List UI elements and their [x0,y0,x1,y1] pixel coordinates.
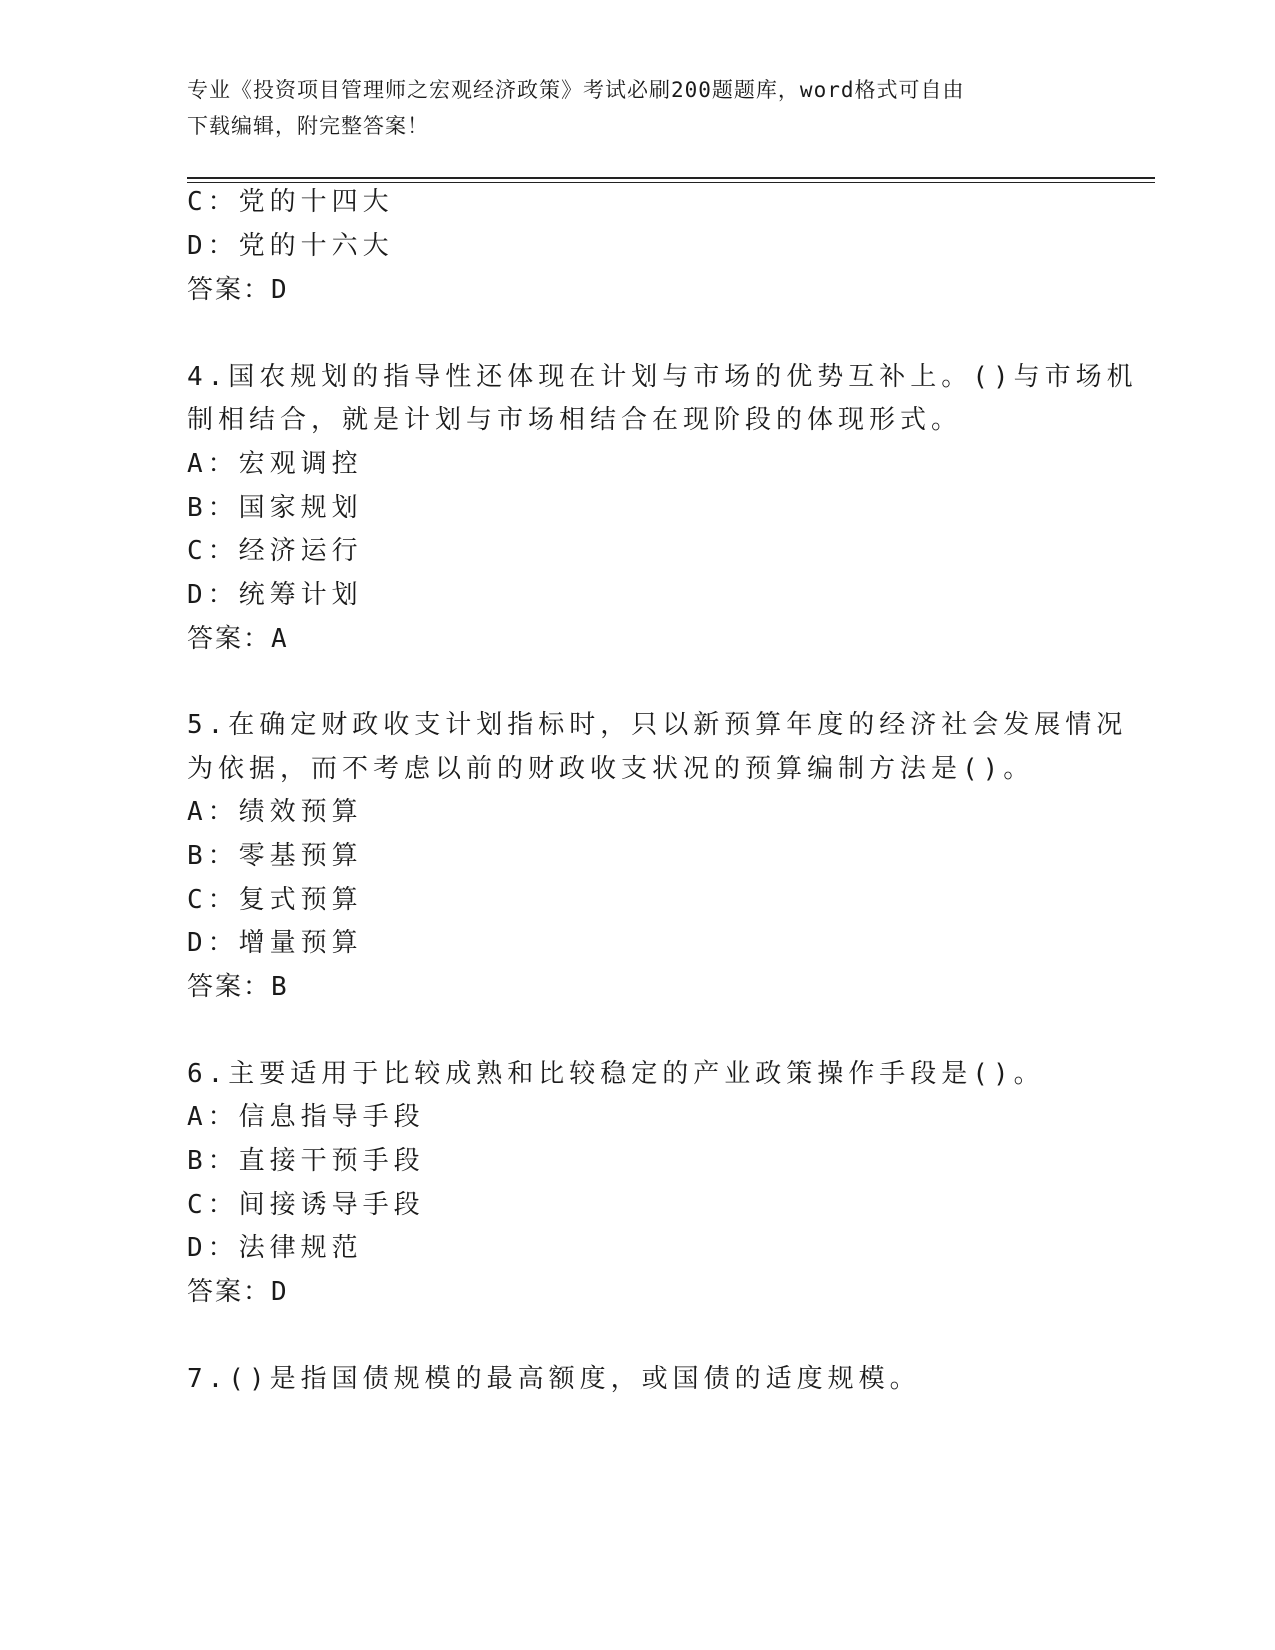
q5-stem-line-2: 为依据，而不考虑以前的财政收支状况的预算编制方法是()。 [187,754,1035,784]
q5-stem-line-1: 5.在确定财政收支计划指标时，只以新预算年度的经济社会发展情况 [187,710,1128,740]
q6-answer: 答案：D [187,1277,289,1307]
header-line-1: 专业《投资项目管理师之宏观经济政策》考试必刷200题题库，word格式可自由 [187,78,965,102]
q4-answer: 答案：A [187,624,289,654]
q6-option-c: C：间接诱导手段 [187,1190,425,1220]
q5-option-c: C：复式预算 [187,885,363,915]
q4-stem-line-1: 4.国农规划的指导性还体现在计划与市场的优势互补上。()与市场机 [187,362,1138,392]
q5-option-b: B：零基预算 [187,841,363,871]
q4-option-d: D：统筹计划 [187,580,363,610]
q4-option-a: A：宏观调控 [187,449,363,479]
header-divider-thick [187,177,1155,179]
q6-option-b: B：直接干预手段 [187,1146,425,1176]
header-line-2: 下载编辑，附完整答案！ [187,114,429,138]
q4-option-c: C：经济运行 [187,536,363,566]
q5-option-d: D：增量预算 [187,928,363,958]
header-divider-thin [187,182,1155,183]
q3-option-d: D：党的十六大 [187,231,394,261]
q4-option-b: B：国家规划 [187,493,363,523]
q6-option-d: D：法律规范 [187,1233,363,1263]
q3-option-c: C：党的十四大 [187,187,394,217]
q4-stem-line-2: 制相结合，就是计划与市场相结合在现阶段的体现形式。 [187,405,963,435]
q5-answer: 答案：B [187,972,289,1002]
q3-answer: 答案：D [187,275,289,305]
q5-option-a: A：绩效预算 [187,797,363,827]
q6-option-a: A：信息指导手段 [187,1102,425,1132]
q7-stem-line-1: 7.()是指国债规模的最高额度，或国债的适度规模。 [187,1364,921,1394]
q6-stem-line-1: 6.主要适用于比较成熟和比较稳定的产业政策操作手段是()。 [187,1059,1045,1089]
document-header [187,72,1077,144]
